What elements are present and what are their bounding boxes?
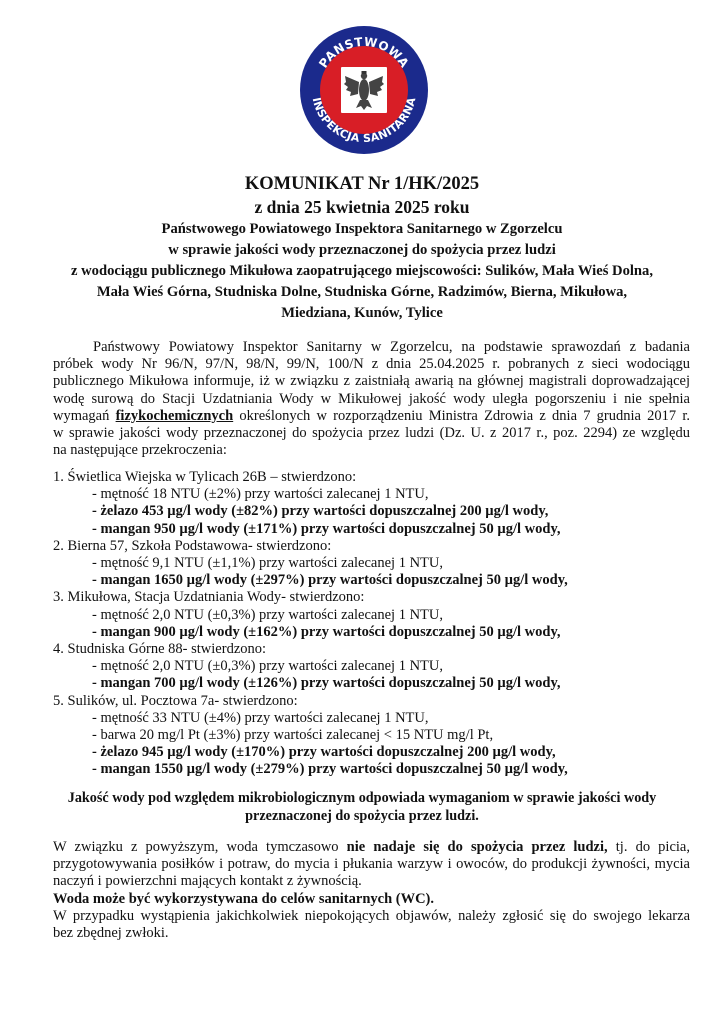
header-line: w sprawie jakości wody przeznaczonej do spożycia przez ludzi [168,242,556,258]
closing-line [53,839,690,856]
logo-bottom-text: INSPEKCJA SANITARNA [309,95,419,146]
finding-measurement: - mętność 9,1 NTU (±1,1%) przy wartości zalecanej 1 NTU, [92,555,444,572]
finding-exceedance: - mangan 950 µg/l wody (±171%) przy wartości dopuszczalnej 50 µg/l wody, [92,520,561,537]
intro-paragraph [53,339,690,459]
announcement-title: KOMUNIKAT Nr 1/HK/2025 [244,174,480,194]
intro-line: wodę surową do Stacji Uzdatniania Wody w Mikułowej jakość wody uległa pogorszeniu i nie spełnia [53,390,690,407]
closing-line: naczyń i powierzchni mających kontakt z żywnością. [53,873,362,890]
finding-exceedance: - żelazo 945 µg/l wody (±170%) przy wartości dopuszczalnej 200 µg/l wody, [92,744,556,761]
logo-seal-icon [298,24,430,156]
finding-location: 1. Świetlica Wiejska w Tylicach 26B – stwierdzono: [53,469,357,485]
closing-text: tj. do picia, [615,839,690,855]
closing-line: W przypadku wystąpienia jakichkolwiek niepokojących objawów, należy zgłosić się do swojego lekarza [53,907,690,924]
closing-paragraph [53,839,690,942]
header-line: Miedziana, Kunów, Tylice [281,305,443,321]
physicochemical-emphasis: fizykochemicznych [115,407,234,424]
announcement-date: z dnia 25 kwietnia 2025 roku [254,197,470,217]
finding-location: 4. Studniska Górne 88- stwierdzono: [53,641,267,658]
finding-location: 5. Sulików, ul. Pocztowa 7a- stwierdzono: [53,692,298,709]
sanitary-use-note: Woda może być wykorzystywana do celów sanitarnych (WC). [53,890,435,907]
intro-line [53,408,690,425]
not-drinkable-warning: nie nadaje się do spożycia przez ludzi, [346,839,608,855]
finding-location: 2. Bierna 57, Szkoła Podstawowa- stwierdzono: [53,537,332,554]
finding-exceedance: - mangan 1550 µg/l wody (±279%) przy wartości dopuszczalnej 50 µg/l wody, [92,761,568,778]
finding-measurement: - mętność 2,0 NTU (±0,3%) przy wartości zalecanej 1 NTU, [92,658,444,675]
finding-exceedance: - żelazo 453 µg/l wody (±82%) przy wartości dopuszczalnej 200 µg/l wody, [92,503,549,520]
finding-measurement: - mętność 18 NTU (±2%) przy wartości zalecanej 1 NTU, [92,486,429,503]
findings-list [53,469,690,779]
intro-line: publicznego Mikułowa informuje, iż w związku z zaistniałą awarią na głównej magistrali doprowadzającej [53,373,690,390]
header-line: Państwowego Powiatowego Inspektora Sanitarnego w Zgorzelcu [161,221,563,237]
closing-line: przygotowywania posiłków i potraw, do mycia i płukania warzyw i owoców, do produkcji żywności, mycia [53,856,690,873]
finding-measurement: - barwa 20 mg/l Pt (±3%) przy wartości zalecanej < 15 NTU mg/l Pt, [92,727,494,744]
finding-exceedance: - mangan 1650 µg/l wody (±297%) przy wartości dopuszczalnej 50 µg/l wody, [92,572,568,589]
microbiology-statement [40,789,684,825]
intro-text: określonych w rozporządzeniu Ministra Zdrowia z dnia 7 grudnia 2017 r. [239,407,691,424]
intro-line: Państwowy Powiatowy Inspektor Sanitarny w Zgorzelcu, na podstawie sprawozdań z badania [93,339,690,355]
announcement-header [40,172,684,324]
intro-line: na następujące przekroczenia: [53,442,227,459]
sanitary-inspection-logo [298,24,430,156]
intro-text: wymagań [53,407,110,424]
finding-exceedance: - mangan 700 µg/l wody (±126%) przy wartości dopuszczalnej 50 µg/l wody, [92,675,561,692]
logo-top-text: PANSTWOWA [316,34,412,71]
header-line: Mała Wieś Górna, Studniska Dolne, Studniska Górne, Radzimów, Bierna, Mikułowa, [96,284,628,300]
intro-line: w sprawie jakości wody przeznaczonej do spożycia przez ludzi (Dz. U. z 2017 r., poz. 2294) ze względu [53,425,690,442]
microbiology-line: Jakość wody pod względem mikrobiologicznym odpowiada wymaganiom w sprawie jakości wody [67,790,657,806]
microbiology-line: przeznaczonej do spożycia przez ludzi. [245,808,479,824]
finding-exceedance: - mangan 900 µg/l wody (±162%) przy wartości dopuszczalnej 50 µg/l wody, [92,623,561,640]
intro-line: próbek wody Nr 96/N, 97/N, 98/N, 99/N, 100/N z dnia 25.04.2025 r. pobranych z sieci wodociągu [53,356,690,373]
closing-text: W związku z powyższym, woda tymczasowo [53,839,339,855]
finding-measurement: - mętność 2,0 NTU (±0,3%) przy wartości zalecanej 1 NTU, [92,606,444,623]
closing-line: bez zbędnej zwłoki. [53,925,169,942]
finding-location: 3. Mikułowa, Stacja Uzdatniania Wody- stwierdzono: [53,589,365,606]
header-line: z wodociągu publicznego Mikułowa zaopatrującego miejscowości: Sulików, Mała Wieś Dolna, [71,263,653,279]
finding-measurement: - mętność 33 NTU (±4%) przy wartości zalecanej 1 NTU, [92,709,429,726]
